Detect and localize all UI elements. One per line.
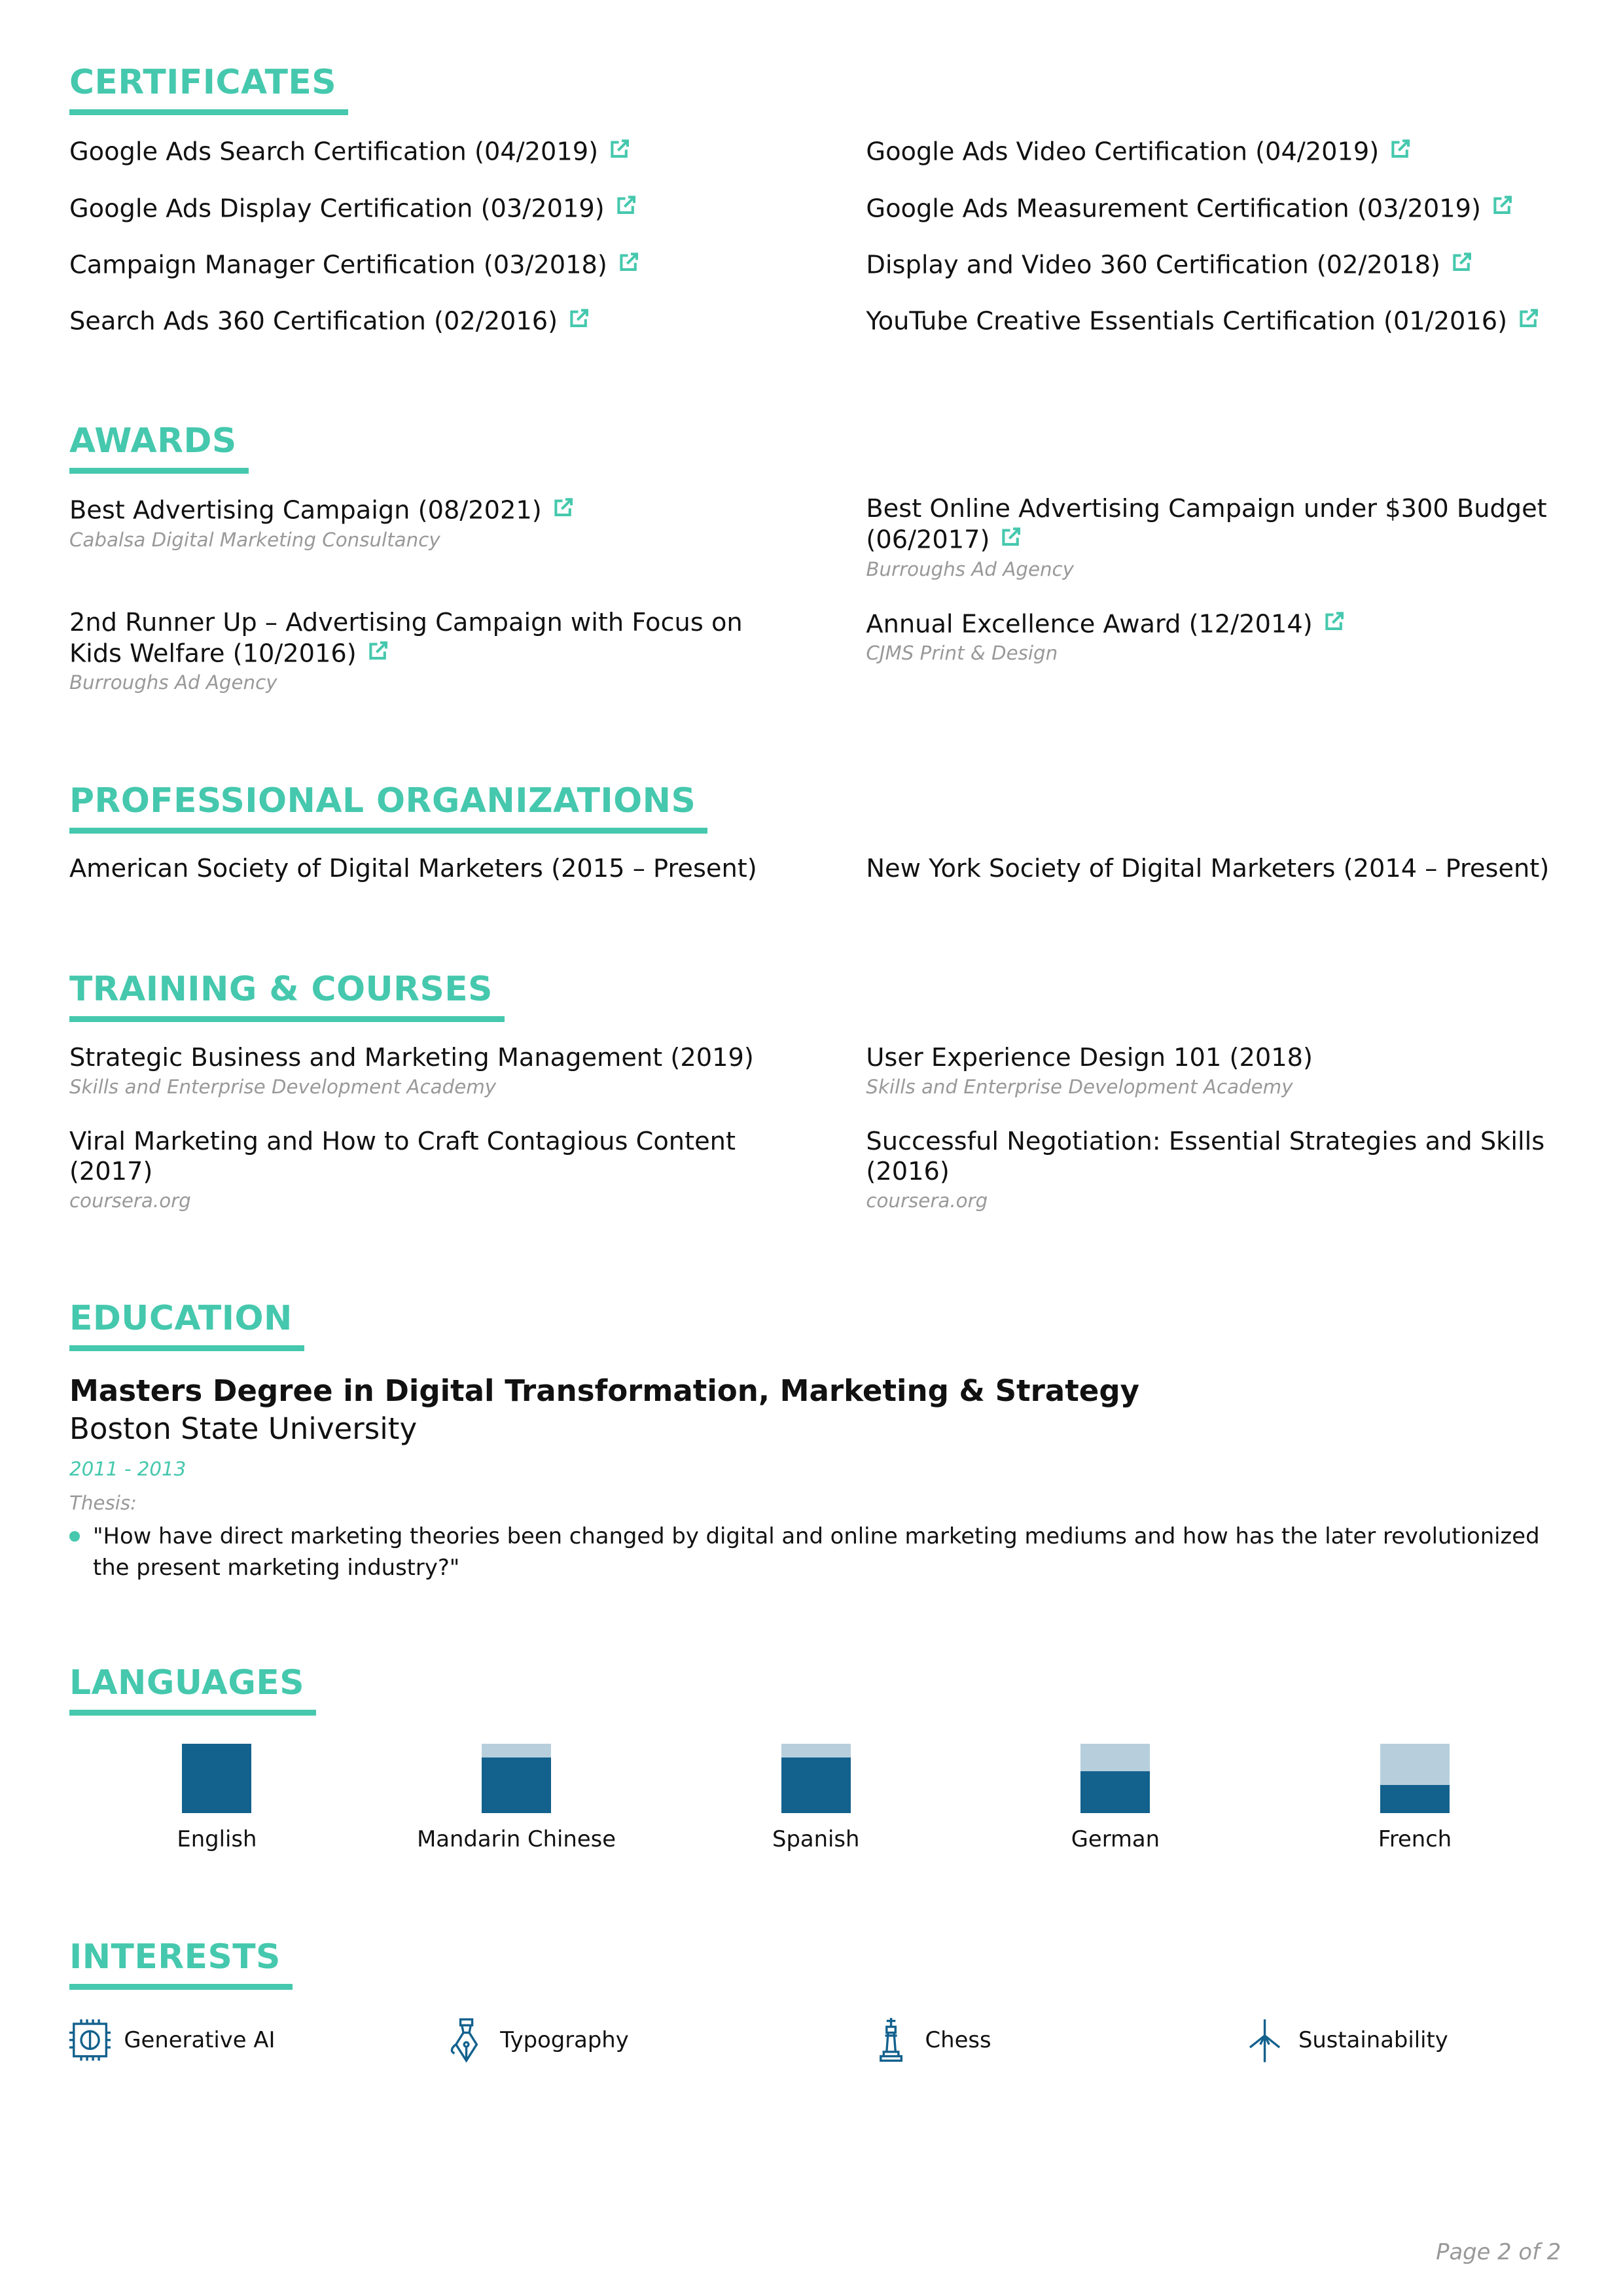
- award-org: Burroughs Ad Agency: [866, 557, 1075, 580]
- certificate-item: [69, 192, 777, 223]
- interest-label: Typography: [500, 2027, 629, 2053]
- language-name: French: [1378, 1826, 1452, 1852]
- language-name: German: [1071, 1826, 1160, 1852]
- external-link-icon[interactable]: [610, 135, 629, 154]
- external-link-icon[interactable]: [616, 192, 635, 211]
- school: Boston State University: [69, 1411, 418, 1447]
- course-item: [866, 1043, 1574, 1102]
- external-link-icon[interactable]: [1325, 608, 1344, 627]
- award-org: Cabalsa Digital Marketing Consultancy: [69, 528, 440, 551]
- certificate-item: [866, 135, 1574, 166]
- award-item: [866, 608, 1574, 668]
- language-level-fill: [1380, 1785, 1450, 1812]
- language-level-fill: [182, 1744, 251, 1813]
- organization-item: New York Society of Digital Marketers (2014 – Present): [866, 854, 1550, 884]
- page-number: Page 2 of 2: [1436, 2239, 1561, 2265]
- language-level-bar: [1380, 1744, 1450, 1813]
- language-name: Spanish: [772, 1826, 860, 1852]
- award-item: [866, 494, 1574, 584]
- pen-nib-icon: [446, 2018, 487, 2062]
- organizations-heading: PROFESSIONAL ORGANIZATIONS: [69, 781, 707, 834]
- language-name: Mandarin Chinese: [417, 1826, 616, 1852]
- interest-chess: [870, 2018, 991, 2062]
- course-name: User Experience Design 101 (2018): [866, 1042, 1313, 1072]
- languages-heading: LANGUAGES: [69, 1663, 316, 1716]
- interest-label: Sustainability: [1298, 2027, 1448, 2053]
- language-item: [114, 1744, 321, 1852]
- course-item: [69, 1043, 777, 1102]
- course-item: [866, 1127, 1574, 1215]
- language-level-fill: [781, 1757, 851, 1813]
- language-level-bar: [482, 1744, 551, 1813]
- language-level-fill: [1080, 1771, 1150, 1813]
- certificate-item: [866, 305, 1574, 336]
- language-name: English: [177, 1826, 257, 1852]
- course-org: Skills and Enterprise Development Academy: [69, 1076, 497, 1099]
- certificate-name: Google Ads Search Certification (04/2019): [69, 137, 599, 167]
- award-name: Best Online Advertising Campaign under $300 Budget (06/2017): [866, 494, 1547, 555]
- interests-heading: INTERESTS: [69, 1937, 293, 1990]
- award-item: [69, 494, 777, 554]
- certificate-name: Google Ads Display Certification (03/2019): [69, 194, 605, 223]
- certificate-name: Campaign Manager Certification (03/2018): [69, 250, 607, 280]
- chip-icon: [69, 2018, 111, 2062]
- course-org: coursera.org: [69, 1189, 191, 1212]
- external-link-icon[interactable]: [1001, 523, 1020, 542]
- certificate-item: [866, 249, 1574, 279]
- award-org: Burroughs Ad Agency: [69, 671, 277, 694]
- language-level-bar: [1080, 1744, 1150, 1813]
- course-name: Successful Negotiation: Essential Strategies and Skills (2016): [866, 1127, 1545, 1186]
- interest-generative-ai: [69, 2018, 275, 2062]
- education-heading: EDUCATION: [69, 1298, 304, 1351]
- course-org: Skills and Enterprise Development Academy: [866, 1076, 1293, 1099]
- thesis-label: Thesis:: [69, 1491, 137, 1514]
- language-level-fill: [482, 1757, 551, 1813]
- award-name: Annual Excellence Award (12/2014): [866, 609, 1313, 639]
- certificate-item: [866, 192, 1574, 223]
- certificate-name: YouTube Creative Essentials Certification (01/2016): [866, 306, 1508, 336]
- course-org: coursera.org: [866, 1189, 988, 1212]
- external-link-icon[interactable]: [619, 249, 638, 268]
- external-link-icon[interactable]: [1391, 135, 1410, 154]
- organization-item: American Society of Digital Marketers (2015 – Present): [69, 854, 757, 884]
- certificate-name: Google Ads Measurement Certification (03/2019): [866, 194, 1481, 223]
- language-level-bar: [781, 1744, 851, 1813]
- course-name: Viral Marketing and How to Craft Contagious Content (2017): [69, 1127, 736, 1186]
- education-entry: [69, 1372, 1560, 1583]
- training-heading: TRAINING & COURSES: [69, 969, 505, 1022]
- interest-typography: [446, 2018, 629, 2062]
- external-link-icon[interactable]: [1452, 249, 1471, 268]
- certificate-name: Google Ads Video Certification (04/2019): [866, 137, 1380, 167]
- external-link-icon[interactable]: [554, 494, 573, 513]
- awards-heading: AWARDS: [69, 421, 249, 474]
- external-link-icon[interactable]: [1493, 192, 1512, 211]
- wind-turbine-icon: [1244, 2018, 1285, 2062]
- certificate-item: [69, 249, 777, 279]
- chess-piece-icon: [870, 2018, 912, 2062]
- language-item: [1311, 1744, 1518, 1852]
- language-item: [1012, 1744, 1219, 1852]
- award-name: 2nd Runner Up – Advertising Campaign with Focus on Kids Welfare (10/2016): [69, 607, 743, 669]
- degree: Masters Degree in Digital Transformation, Marketing & Strategy: [69, 1373, 1140, 1408]
- certificates-heading: CERTIFICATES: [69, 62, 348, 115]
- thesis-text: "How have direct marketing theories been changed by digital and online marketing mediums and how has the later revolutionized the present marketing industry?": [93, 1523, 1540, 1580]
- certificate-name: Search Ads 360 Certification (02/2016): [69, 306, 558, 336]
- interest-sustainability: [1244, 2018, 1448, 2062]
- language-item: [713, 1744, 919, 1852]
- language-item: [413, 1744, 620, 1852]
- certificate-name: Display and Video 360 Certification (02/2018): [866, 250, 1440, 280]
- interest-label: Chess: [925, 2027, 991, 2053]
- award-item: [69, 608, 777, 698]
- certificate-item: [69, 305, 777, 336]
- interest-label: Generative AI: [124, 2027, 276, 2053]
- course-item: [69, 1127, 777, 1215]
- bullet-icon: [69, 1531, 80, 1542]
- external-link-icon[interactable]: [569, 305, 588, 324]
- external-link-icon[interactable]: [1519, 305, 1538, 324]
- external-link-icon[interactable]: [368, 637, 387, 656]
- award-name: Best Advertising Campaign (08/2021): [69, 495, 542, 525]
- language-level-bar: [182, 1744, 251, 1813]
- certificate-item: [69, 135, 777, 166]
- thesis-bullet: [69, 1521, 1560, 1583]
- education-dates: 2011 - 2013: [69, 1457, 187, 1480]
- award-org: CJMS Print & Design: [866, 642, 1058, 665]
- course-name: Strategic Business and Marketing Management (2019): [69, 1042, 754, 1072]
